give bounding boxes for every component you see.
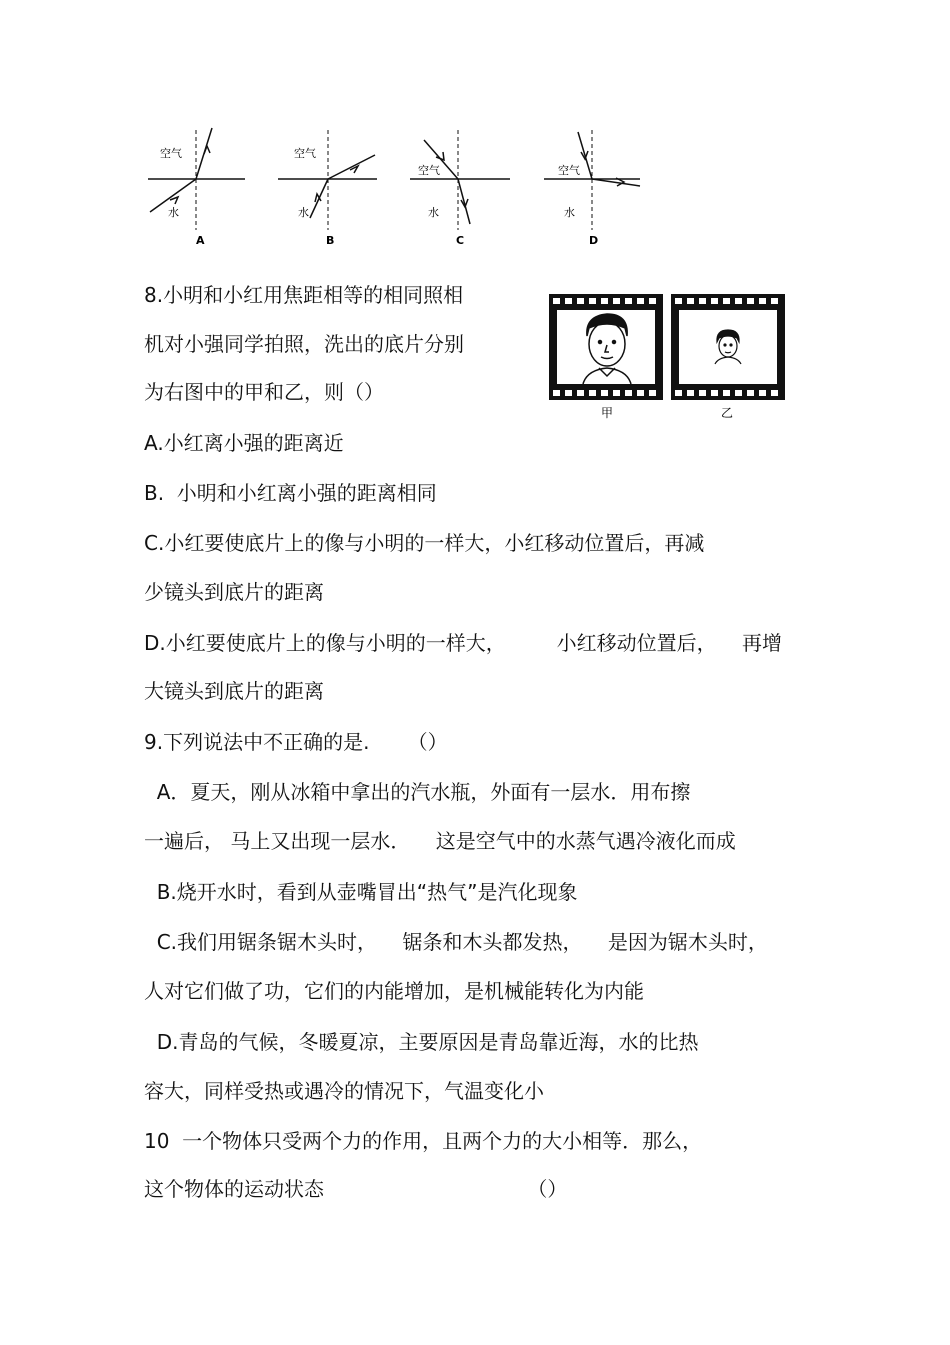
q9-option-c-line-2: 人对它们做了功，它们的内能增加，是机械能转化为内能 [144, 979, 644, 1003]
panel-label: A [196, 234, 205, 247]
water-label: 水 [168, 206, 179, 219]
air-label: 空气 [558, 164, 580, 177]
diagram-b [278, 130, 377, 247]
diagram-c [410, 130, 510, 247]
q9-option-d-line-2: 容大，同样受热或遇冷的情况下，气温变化小 [144, 1079, 544, 1103]
q9-option-b: B.烧开水时，看到从壶嘴冒出“热气”是汽化现象 [144, 880, 578, 904]
q8-option-d-line-2: 大镜头到底片的距离 [144, 679, 324, 703]
water-label: 水 [564, 206, 575, 219]
film-jia [549, 294, 663, 400]
water-label: 水 [428, 206, 439, 219]
q9-option-c-line-1: C.我们用锯条锯木头时， 锯条和木头都发热， 是因为锯木头时， [144, 930, 768, 954]
panel-label: B [326, 234, 335, 247]
q8-stem-line-2: 机对小强同学拍照，洗出的底片分别 [144, 332, 464, 356]
q8-option-c-line-2: 少镜头到底片的距离 [144, 580, 324, 604]
q10-stem-line-1: 10 一个物体只受两个力的作用，且两个力的大小相等．那么， [144, 1129, 703, 1153]
air-label: 空气 [294, 147, 316, 160]
q9-option-d-line-1: D.青岛的气候，冬暖夏凉，主要原因是青岛靠近海，水的比热 [144, 1030, 699, 1054]
q8-option-a: A.小红离小强的距离近 [144, 431, 344, 455]
diagram-a [148, 128, 245, 247]
q8-option-b: B. 小明和小红离小强的距离相同 [144, 481, 437, 505]
film-label-jia: 甲 [601, 406, 614, 420]
air-label: 空气 [418, 164, 440, 177]
q8-stem-line-1: 8.小明和小红用焦距相等的相同照相 [144, 283, 464, 307]
q9-stem: 9.下列说法中不正确的是. （） [144, 730, 448, 754]
q8-option-d-line-1: D.小红要使底片上的像与小明的一样大， 小红移动位置后， 再增 [144, 631, 783, 655]
air-label: 空气 [160, 147, 182, 160]
panel-label: D [589, 234, 599, 247]
film-label-yi: 乙 [721, 406, 734, 420]
film-yi [671, 294, 785, 400]
panel-label: C [456, 234, 465, 247]
q9-option-a-line-2: 一遍后， 马上又出现一层水． 这是空气中的水蒸气遇冷液化而成 [144, 829, 736, 853]
diagram-d [544, 130, 640, 247]
q9-option-a-line-1: A．夏天，刚从冰箱中拿出的汽水瓶，外面有一层水．用布擦 [144, 780, 691, 804]
water-label: 水 [298, 206, 309, 219]
q10-stem-line-2: 这个物体的运动状态 （） [144, 1177, 568, 1201]
q8-stem-line-3: 为右图中的甲和乙，则（） [144, 380, 384, 404]
q8-option-c-line-1: C.小红要使底片上的像与小明的一样大，小红移动位置后，再减 [144, 531, 705, 555]
film-negatives-figure [547, 292, 787, 422]
refraction-diagrams [140, 120, 660, 255]
